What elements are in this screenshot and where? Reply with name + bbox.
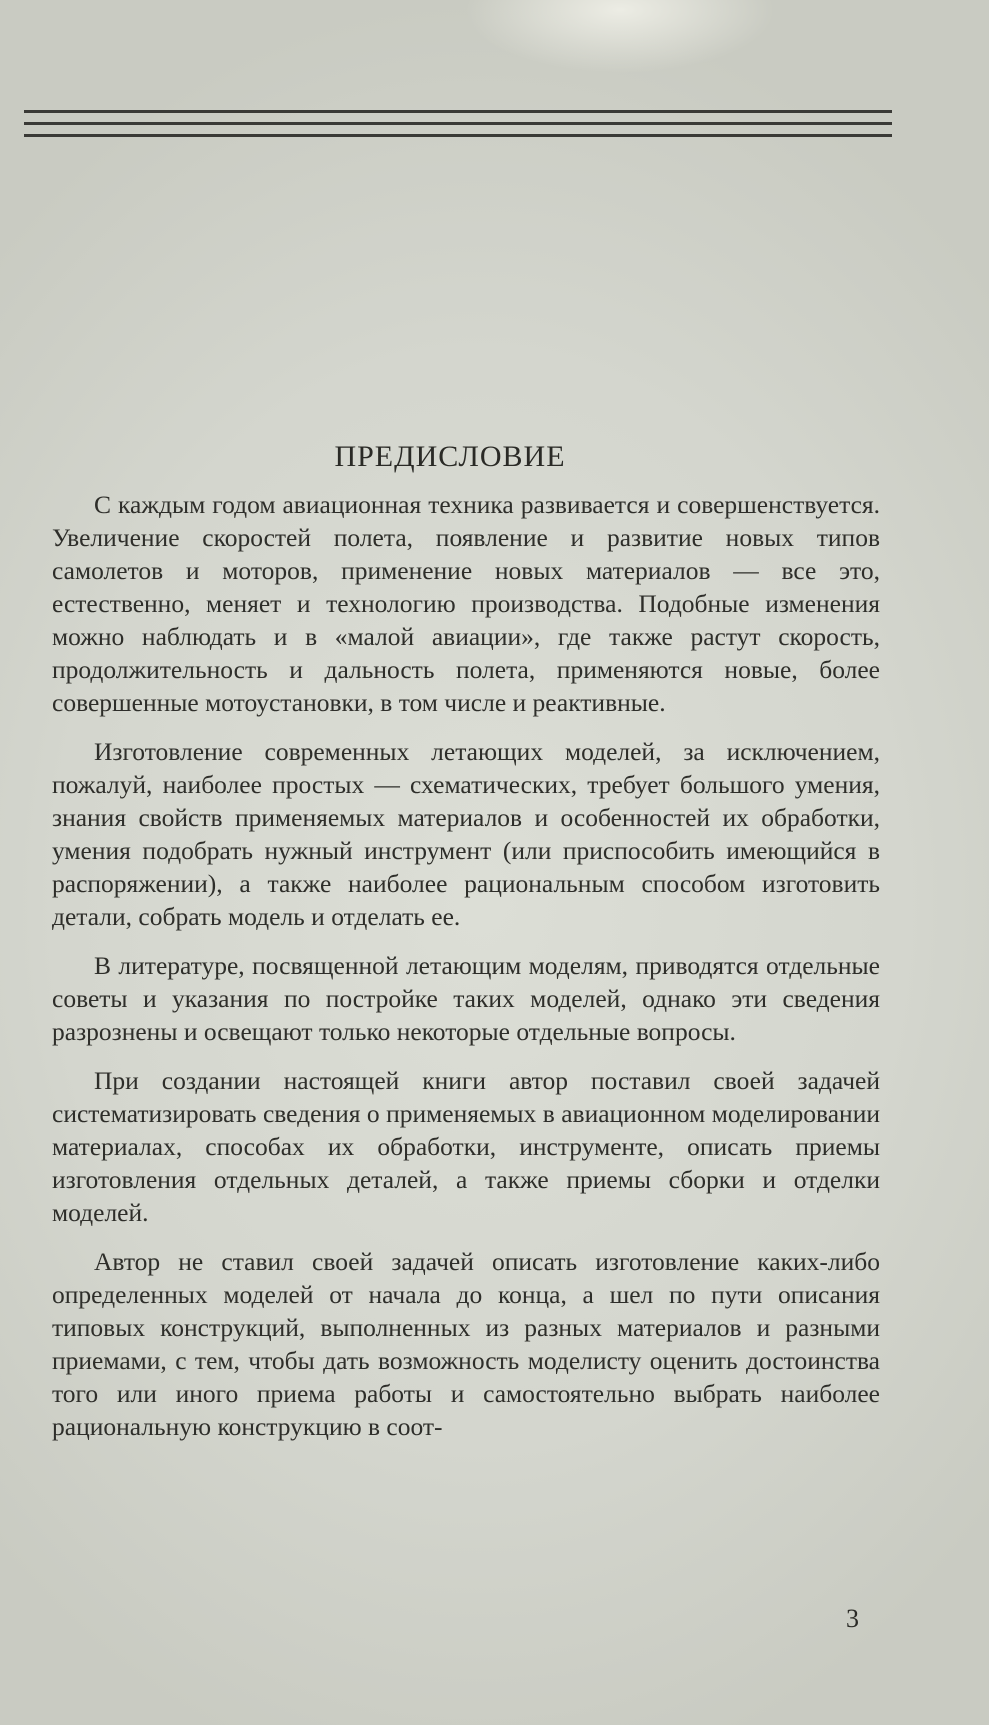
paragraph: При создании настоящей книги автор поставил своей задачей систематизировать сведения о применяемых в авиационном моделировании материалах, способах их обработки, инструменте, описать приемы изготовления отдельных деталей, а также приемы сборки и отделки моделей.	[52, 1066, 880, 1227]
rule-line	[24, 134, 892, 137]
paragraph: В литературе, посвященной летающим моделям, приводятся отдельные советы и указания по постройке таких моделей, однако эти сведения разрознены и освещают только некоторые отдельные вопросы.	[52, 951, 880, 1046]
body-text	[52, 488, 880, 1459]
header-rule-lines	[24, 110, 892, 142]
paragraph: С каждым годом авиационная техника развивается и совершенствуется. Увеличение скоростей полета, появление и развитие новых типов самолетов и моторов, применение новых материалов — все это, естественно, меняет и технологию производства. Подобные изменения можно наблюдать и в «малой авиации», где также растут скорость, продолжительность и дальность полета, применяются новые, более совершенные мотоустановки, в том числе и реактивные.	[52, 490, 880, 717]
page-number: 3	[846, 1604, 859, 1633]
page-title: ПРЕДИСЛОВИЕ	[334, 440, 566, 473]
paragraph: Автор не ставил своей задачей описать изготовление каких-либо определенных моделей от начала до конца, а шел по пути описания типовых конструкций, выполненных из разных материалов и разными приемами, с тем, чтобы дать возможность моделисту оценить достоинства того или иного приема работы и самостоятельно выбрать наиболее рациональную конструкцию в соот-	[52, 1247, 880, 1441]
paragraph: Изготовление современных летающих моделей, за исключением, пожалуй, наиболее простых — схематических, требует большого умения, знания свойств применяемых материалов и особенностей их обработки, умения подобрать нужный инструмент (или приспособить имеющийся в распоряжении), а также наиболее рациональным способом изготовить детали, собрать модель и отделать ее.	[52, 737, 880, 931]
rule-line	[24, 110, 892, 113]
rule-line	[24, 122, 892, 125]
